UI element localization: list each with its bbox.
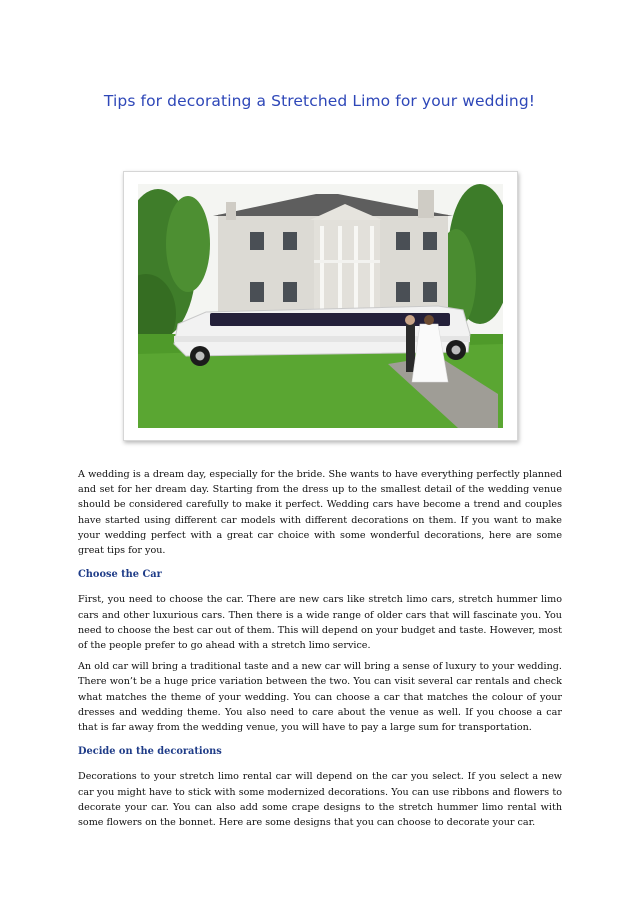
limo-photo	[138, 184, 503, 428]
paragraph: Decorations to your stretch limo rental car will depend on the car you select. If you select a new car you might have to stick with some modernized decorations. You can use ribbons and flowers to decorate your car. You can also add some crape designs to the stretch hummer limo rental with some flowers on the bonnet. Here are some designs that you can choose to decorate your car.	[78, 771, 562, 829]
paragraph: An old car will bring a traditional taste and a new car will bring a sense of luxury to your wedding. There won’t be a huge price variation between the two. You can visit several car rentals and check what matches the theme of your wedding. You can choose a car that matches the colour of your dresses and wedding theme. You also need to care about the venue as well. If you choose a car that is far away from the wedding venue, you will have to pay a large sum for transportation.	[78, 661, 562, 734]
document-title: Tips for decorating a Stretched Limo for your wedding!	[103, 92, 536, 110]
section-heading-decorations: Decide on the decorations	[78, 746, 222, 758]
intro-paragraph: A wedding is a dream day, especially for the bride. She wants to have everything perfectly planned and set for her dream day. Starting from the dress up to the smallest detail of the wedding venue should be considered carefully to make it perfect. Wedding cars have become a trend and couples have started using different car models with different decorations on them. If you want to make your wedding perfect with a great car choice with some wonderful decorations, here are some great tips for you.	[78, 469, 562, 557]
paragraph: First, you need to choose the car. There are new cars like stretch limo cars, stretch hummer limo cars and other luxurious cars. Then there is a wide range of older cars that will fascinate you. You need to choose the best car out of them. This will depend on your budget and taste. However, most of the people prefer to go ahead with a stretch limo service.	[78, 594, 562, 652]
limo-photo-frame	[123, 171, 518, 441]
section-heading-choose-car: Choose the Car	[78, 569, 162, 581]
article-body	[78, 467, 562, 836]
